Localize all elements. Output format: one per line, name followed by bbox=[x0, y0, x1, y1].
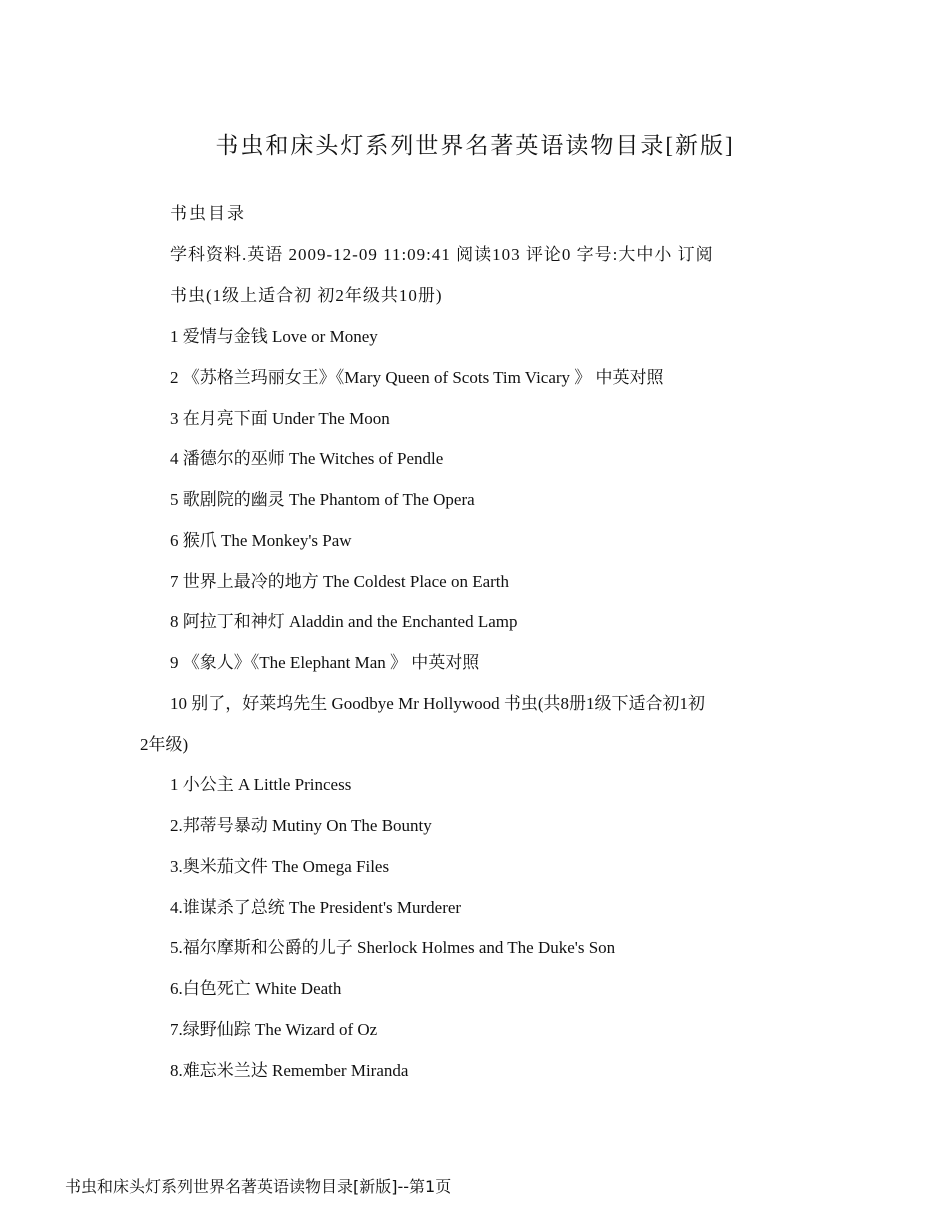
page-footer: 书虫和床头灯系列世界名著英语读物目录[新版]--第1页 bbox=[65, 1177, 452, 1196]
list-item: 3.奥米茄文件 The Omega Files bbox=[170, 857, 390, 876]
list-item: 7.绿野仙踪 The Wizard of Oz bbox=[170, 1020, 378, 1039]
list-item: 5 歌剧院的幽灵 The Phantom of The Opera bbox=[170, 490, 475, 509]
list-item: 8 阿拉丁和神灯 Aladdin and the Enchanted Lamp bbox=[170, 612, 518, 631]
list-item: 8.难忘米兰达 Remember Miranda bbox=[170, 1061, 409, 1080]
list-item: 10 别了，好莱坞先生 Goodbye Mr Hollywood 书虫(共8册1级下适合初1初 bbox=[170, 694, 706, 713]
list-item: 6 猴爪 The Monkey's Paw bbox=[170, 531, 352, 550]
list-item: 1 小公主 A Little Princess bbox=[170, 775, 352, 794]
list-item: 4 潘德尔的巫师 The Witches of Pendle bbox=[170, 449, 444, 468]
meta-line: 学科资料.英语 2009-12-09 11:09:41 阅读103 评论0 字号:大中小 订阅 bbox=[170, 245, 714, 264]
list-item: 4.谁谋杀了总统 The President's Murderer bbox=[170, 898, 462, 917]
section1-header: 书虫(1级上适合初 初2年级共10册) bbox=[170, 286, 443, 305]
list-item: 6.白色死亡 White Death bbox=[170, 979, 342, 998]
document-title: 书虫和床头灯系列世界名著英语读物目录[新版] bbox=[215, 133, 735, 158]
list-item-continuation: 2年级) bbox=[140, 735, 189, 754]
list-item: 5.福尔摩斯和公爵的儿子 Sherlock Holmes and The Duke's Son bbox=[170, 938, 616, 957]
list-item: 2 《苏格兰玛丽女王》《Mary Queen of Scots Tim Vicary 》 中英对照 bbox=[170, 368, 664, 387]
list-item: 9 《象人》《The Elephant Man 》 中英对照 bbox=[170, 653, 480, 672]
list-item: 1 爱情与金钱 Love or Money bbox=[170, 327, 378, 346]
section-subtitle: 书虫目录 bbox=[170, 204, 246, 223]
list-item: 2.邦蒂号暴动 Mutiny On The Bounty bbox=[170, 816, 432, 835]
list-item: 3 在月亮下面 Under The Moon bbox=[170, 409, 390, 428]
list-item: 7 世界上最冷的地方 The Coldest Place on Earth bbox=[170, 572, 510, 591]
